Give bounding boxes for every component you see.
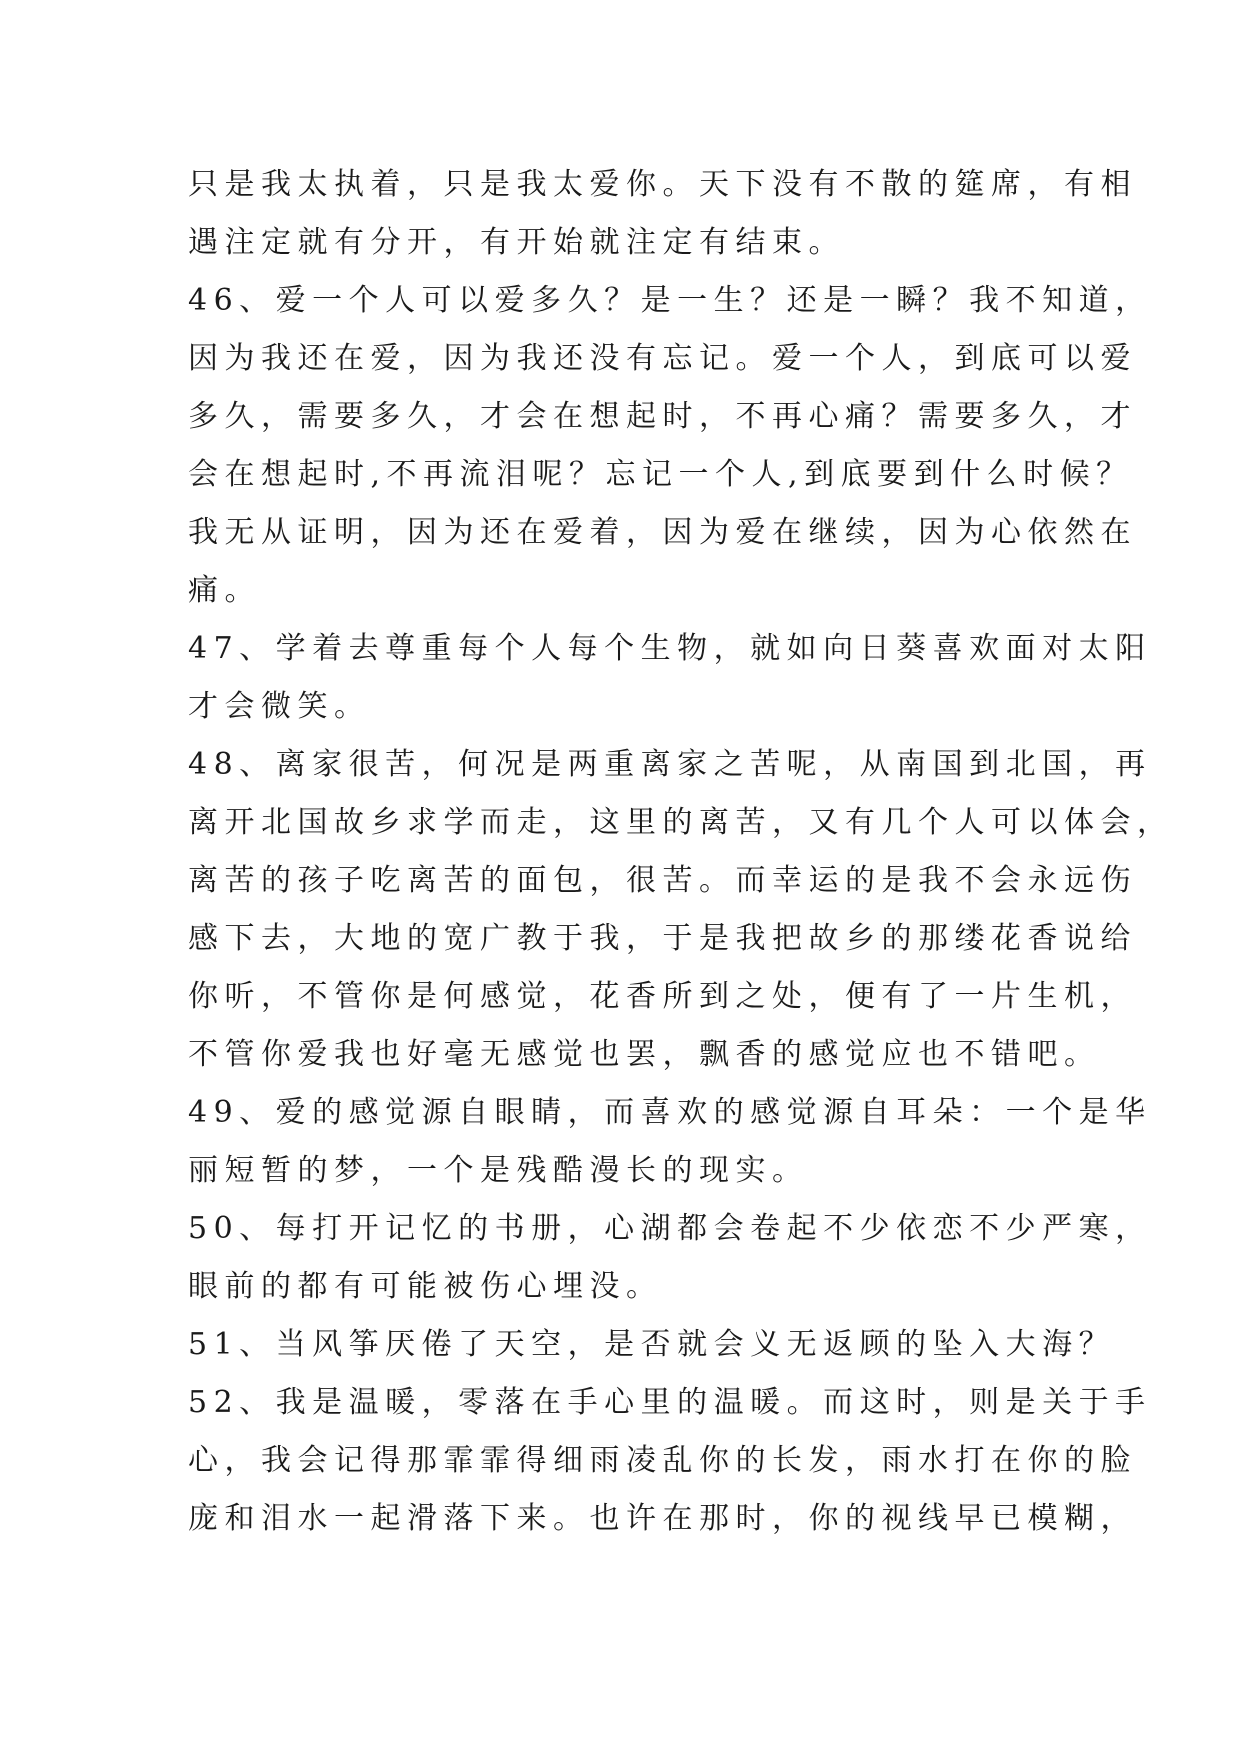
text-line: 47、学着去尊重每个人每个生物，就如向日葵喜欢面对太阳 (188, 631, 1152, 666)
text-body (188, 156, 1174, 1548)
text-line: 46、爱一个人可以爱多久？是一生？还是一瞬？我不知道， (188, 283, 1152, 318)
text-line: 因为我还在爱，因为我还没有忘记。爱一个人，到底可以爱 (188, 341, 1137, 376)
text-line: 不管你爱我也好毫无感觉也罢，飘香的感觉应也不错吧。 (188, 1037, 1101, 1072)
text-line: 离开北国故乡求学而走，这里的离苦，又有几个人可以体会， (188, 805, 1174, 840)
text-line: 才会微笑。 (188, 689, 371, 724)
text-line: 你听，不管你是何感觉，花香所到之处，便有了一片生机， (188, 979, 1137, 1014)
text-line: 只是我太执着，只是我太爱你。天下没有不散的筵席，有相 (188, 167, 1137, 202)
text-line: 痛。 (188, 573, 261, 608)
text-line: 眼前的都有可能被伤心埋没。 (188, 1269, 663, 1304)
text-line: 52、我是温暖，零落在手心里的温暖。而这时，则是关于手 (188, 1385, 1152, 1420)
text-line: 50、每打开记忆的书册，心湖都会卷起不少依恋不少严寒， (188, 1211, 1152, 1246)
text-line: 会在想起时,不再流泪呢？忘记一个人,到底要到什么时候？ (188, 457, 1133, 492)
text-line: 51、当风筝厌倦了天空，是否就会义无返顾的坠入大海？ (188, 1327, 1116, 1362)
text-line: 感下去，大地的宽广教于我，于是我把故乡的那缕花香说给 (188, 921, 1137, 956)
text-line: 丽短暂的梦，一个是残酷漫长的现实。 (188, 1153, 809, 1188)
text-line: 49、爱的感觉源自眼睛，而喜欢的感觉源自耳朵：一个是华 (188, 1095, 1152, 1130)
text-line: 48、离家很苦，何况是两重离家之苦呢，从南国到北国，再 (188, 747, 1152, 782)
text-line: 庞和泪水一起滑落下来。也许在那时，你的视线早已模糊， (188, 1501, 1137, 1536)
text-line: 离苦的孩子吃离苦的面包，很苦。而幸运的是我不会永远伤 (188, 863, 1137, 898)
text-line: 遇注定就有分开，有开始就注定有结束。 (188, 225, 845, 260)
text-line: 多久，需要多久，才会在想起时，不再心痛？需要多久，才 (188, 399, 1137, 434)
text-line: 我无从证明，因为还在爱着，因为爱在继续，因为心依然在 (188, 515, 1137, 550)
text-line: 心，我会记得那霏霏得细雨凌乱你的长发，雨水打在你的脸 (188, 1443, 1137, 1478)
